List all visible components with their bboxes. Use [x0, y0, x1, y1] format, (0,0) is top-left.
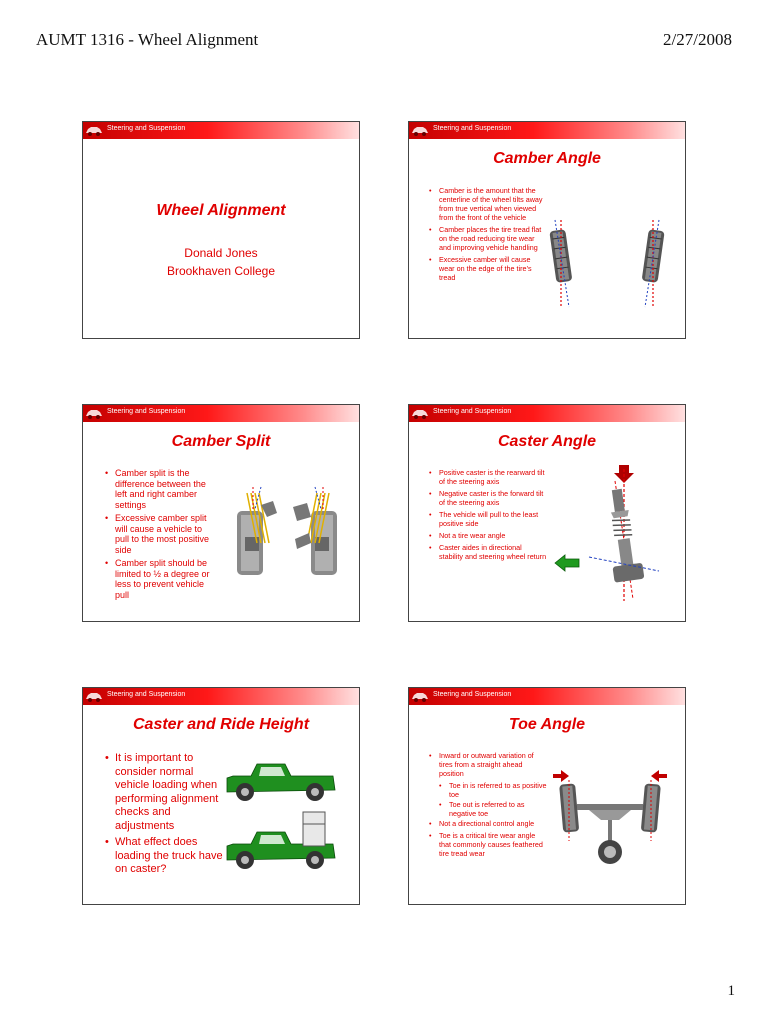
caster-strut-icon: [549, 461, 669, 606]
document-title: AUMT 1316 - Wheel Alignment: [36, 30, 259, 49]
page-header: [36, 30, 732, 54]
bullet-item: • It is important to consider normal vehicle loading when performing alignment checks and adjustments: [105, 752, 223, 833]
bullet-item: • The vehicle will pull to the least positive side: [429, 510, 547, 528]
sub-bullet-item: • Toe in is referred to as positive toe: [429, 781, 547, 799]
bullet-list: [105, 468, 217, 603]
pickup-truck-icon: [223, 758, 353, 876]
slide-header-label: Steering and Suspension: [107, 691, 186, 698]
slide-caster-angle: [408, 404, 686, 622]
car-logo-icon: [85, 407, 103, 420]
bullet-item: • Excessive camber split will cause a vehicle to pull to the most positive side: [105, 513, 217, 555]
tilted-tires-icon: [549, 212, 669, 312]
slide-title: Caster Angle: [497, 433, 597, 450]
bullet-item: • Camber is the amount that the centerline of the wheel tilts away from true vertical when viewed from the front of the vehicle: [429, 186, 547, 222]
bullet-item: • What effect does loading the truck have on caster?: [105, 836, 223, 877]
slide-header-label: Steering and Suspension: [433, 408, 512, 415]
bullet-list: [429, 186, 547, 285]
car-logo-icon: [85, 690, 103, 703]
bullet-item: • Inward or outward variation of tires from a straight ahead position: [429, 751, 547, 778]
bullet-list: [429, 468, 547, 564]
slide-title: Camber Angle: [493, 150, 601, 167]
slide-camber-split: [82, 404, 360, 622]
car-logo-icon: [411, 124, 429, 137]
car-logo-icon: [411, 690, 429, 703]
bullet-item: • Caster aides in directional stability and steering wheel return: [429, 543, 547, 561]
slide-header-bar: [409, 122, 685, 139]
slide-title: Toe Angle: [508, 716, 586, 733]
slide-toe-angle: [408, 687, 686, 905]
page-number: 1: [727, 983, 735, 999]
slide-header-label: Steering and Suspension: [107, 408, 186, 415]
document-date: 2/27/2008: [663, 30, 732, 49]
slide-header-label: Steering and Suspension: [107, 125, 186, 132]
bullet-list: [105, 752, 223, 880]
slide-header-bar: [83, 688, 359, 705]
slide-header-bar: [83, 405, 359, 422]
bullet-item: • Not a directional control angle: [429, 819, 547, 828]
car-logo-icon: [85, 124, 103, 137]
sub-bullet-item: • Toe out is referred to as negative toe: [429, 800, 547, 818]
bullet-list: [429, 751, 547, 861]
slide-title: Wheel Alignment: [156, 202, 286, 219]
bullet-item: • Negative caster is the forward tilt of the steering axis: [429, 489, 547, 507]
institution-name: Brookhaven College: [166, 264, 276, 278]
slide-title: Camber Split: [171, 433, 271, 450]
slide-header-bar: [409, 688, 685, 705]
bullet-item: • Positive caster is the rearward tilt of the steering axis: [429, 468, 547, 486]
slide-header-bar: [83, 122, 359, 139]
bullet-item: • Excessive camber will cause wear on the edge of the tire’s tread: [429, 255, 547, 282]
author-name: Donald Jones: [184, 246, 258, 260]
slide-wheel-alignment: [82, 121, 360, 339]
bullet-item: • Not a tire wear angle: [429, 531, 547, 540]
bullet-item: • Camber split should be limited to ½ a degree or less to prevent vehicle pull: [105, 558, 217, 600]
slide-title: Caster and Ride Height: [132, 716, 310, 733]
slide-header-label: Steering and Suspension: [433, 691, 512, 698]
bullet-item: • Camber split is the difference between the left and right camber settings: [105, 468, 217, 510]
axle-toe-icon: [549, 766, 679, 876]
car-logo-icon: [411, 407, 429, 420]
bullet-item: • Camber places the tire tread flat on the road reducing tire wear and improving vehicle handling: [429, 225, 547, 252]
slide-caster-ride-height: [82, 687, 360, 905]
slide-camber-angle: [408, 121, 686, 339]
slide-header-label: Steering and Suspension: [433, 125, 512, 132]
bullet-item: • Toe is a critical tire wear angle that commonly causes feathered tire tread wear: [429, 831, 547, 858]
slide-header-bar: [409, 405, 685, 422]
strut-assembly-icon: [233, 483, 353, 579]
